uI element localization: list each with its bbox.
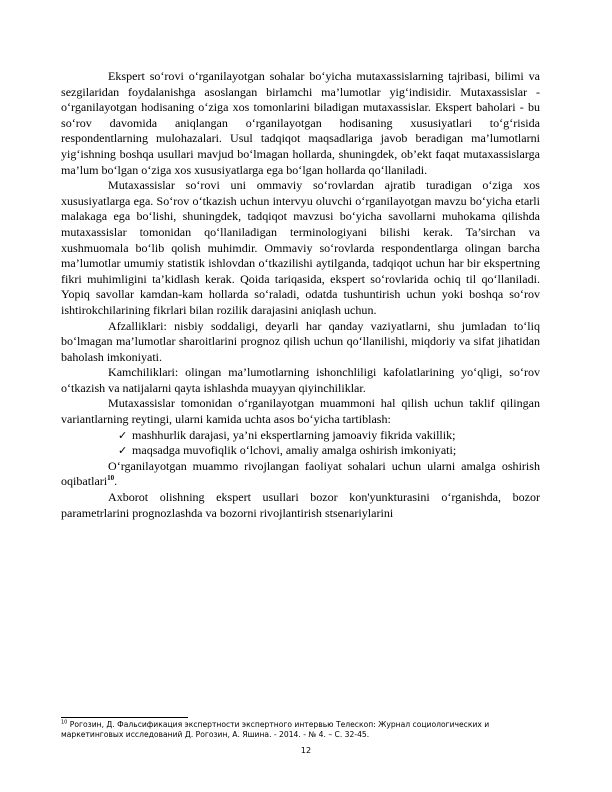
- paragraph-consequences-text: O‘rganilayotgan muammo rivojlangan faoliyat sohalari uchun ularni amalga oshirish oqibatlari: [61, 458, 540, 489]
- page-number: 12: [300, 746, 312, 755]
- list-item: [118, 443, 540, 459]
- body-text: [61, 69, 540, 521]
- list-item-text: maqsadga muvofiqlik o‘lchovi, amaliy amalga oshirish imkoniyati;: [132, 443, 457, 458]
- criteria-list: [61, 428, 540, 459]
- paragraph-consequences: [61, 459, 540, 490]
- check-mark-icon: ✓: [118, 444, 128, 458]
- footnote-text: Рогозин, Д. Фальсификация экспертности экспертного интервью Телескоп: Журнал социологических и маркетинговых исследований Д. Рогозин, А. Яшина. - 2014. - № 4. – С. 32-45.: [61, 720, 490, 740]
- footnote-separator: [61, 717, 188, 718]
- paragraph-consequences-end: .: [114, 474, 118, 489]
- paragraph-disadvantages: Kamchiliklari: olingan ma’lumotlarning ishonchliligi kafolatlarining yo‘qligi, so‘rov o‘tkazish va natijalarni qayta ishlashda muayyan qiyinchiliklar.: [61, 365, 540, 395]
- footnote: [61, 720, 540, 741]
- paragraph-rating: Mutaxassislar tomonidan o‘rganilayotgan muammoni hal qilish uchun taklif qilingan variantlarning reytingi, ularni kamida uchta asos bo‘yicha tartiblash:: [61, 396, 540, 427]
- paragraph-advantages: Afzalliklari: nisbiy soddaligi, deyarli har qanday vaziyatlarni, shu jumladan to‘liq bo‘lmagan ma’lumotlar sharoitlarini prognoz qilish uchun qo‘llanilishi, miqdoriy va sifat jihatidan baholash imkoniyati.: [61, 318, 540, 364]
- paragraph-market-methods: Axborot olishning ekspert usullari bozor kon'yunkturasini o‘rganishda, bozor parametrlarini prognozlashda va bozorni rivojlantirish stsenariylarini: [61, 490, 540, 520]
- paragraph-expert-survey: Ekspert so‘rovi o‘rganilayotgan sohalar bo‘yicha mutaxassislarning tajribasi, bilimi va sezgilaridan foydalanishga asoslangan birlamchi ma’lumotlar yig‘indisidir. Mutaxassislar - o‘rganilayotgan hodisaning o‘ziga xos tomonlarini biladigan mutaxassislar. Ekspert baholari - bu so‘rov davomida aniqlangan o‘rganilayotgan hodisaning xususiyatlari to‘g‘risida respondentlarning mulohazalari. Usul tadqiqot maqsadlariga javob beradigan ma’lumotlarni yig‘ishning boshqa usullari mavjud bo‘lmagan hollarda, shuningdek, ob’ekt faqat mutaxassislarga ma’lum bo‘lgan o‘ziga xos xususiyatlarga ega bo‘lgan hollarda qo‘llaniladi.: [61, 69, 540, 177]
- check-mark-icon: ✓: [118, 428, 128, 442]
- list-item: [118, 428, 540, 444]
- paragraph-specialist-survey: Mutaxassislar so‘rovi uni ommaviy so‘rovlardan ajratib turadigan o‘ziga xos xususiyatlarga ega. So‘rov o‘tkazish uchun intervyu oluvchi o‘rganilayotgan mavzu bo‘yicha etarli malakaga ega bo‘lishi, shuningdek, tadqiqot mavzusi bo‘yicha savollarni muhokama qilishda mutaxassislar tomonidan qo‘llaniladigan terminologiyani bilishi kerak. Ta’sirchan va xushmuomala bo‘lib qolish muhimdir. Ommaviy so‘rovlarda respondentlarga olingan barcha ma’lumotlar umumiy statistik ishlovdan o‘tkazilishi aytilganda, tadqiqot uchun har bir ekspertning fikri muhimligini ta’kidlash kerak. Qoida tariqasida, ekspert so‘rovlarida ochiq til qo‘llaniladi. Yopiq savollar kamdan-kam hollarda so‘raladi, odatda tushuntirish uchun yoki boshqa so‘rov ishtirokchilarining fikrlari bilan rozilik darajasini aniqlash uchun.: [61, 178, 540, 317]
- footnote-number: 10: [61, 719, 68, 726]
- footnote-reference[interactable]: 10: [107, 474, 115, 483]
- list-item-text: mashhurlik darajasi, ya’ni ekspertlarning jamoaviy fikrida vakillik;: [132, 427, 456, 442]
